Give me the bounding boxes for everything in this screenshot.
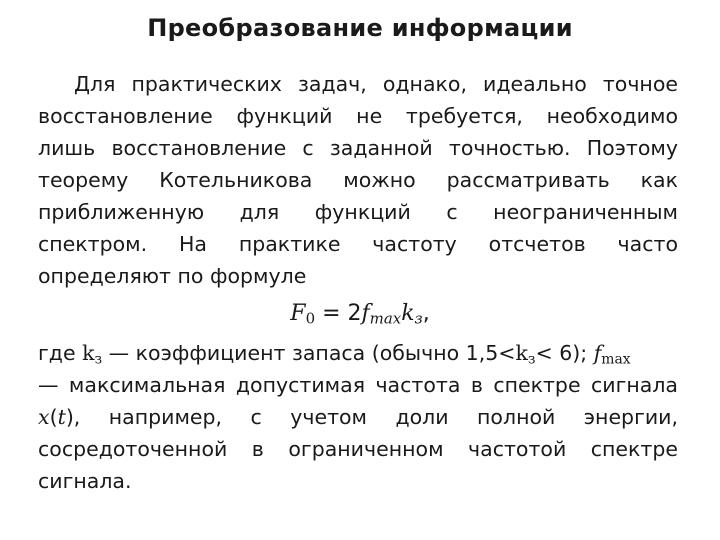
- formula-k-subscript: з: [414, 309, 423, 328]
- symbol-f-subscript: max: [601, 351, 631, 368]
- formula-F: F: [290, 301, 306, 326]
- text-fragment: < 6);: [535, 341, 594, 365]
- formula: [0, 298, 720, 330]
- slide-title: Преобразование информации: [147, 14, 573, 42]
- formula-f-subscript: max: [369, 309, 402, 328]
- text-fragment: (: [49, 405, 58, 429]
- text-line: [38, 401, 678, 433]
- text-line: [38, 337, 678, 369]
- text-line: приближенную для функций с неограниченным: [38, 200, 678, 224]
- symbol-k: k: [515, 341, 528, 365]
- symbol-k: k: [82, 341, 95, 365]
- formula-comma: ,: [422, 301, 430, 326]
- formula-F-subscript: 0: [305, 309, 316, 328]
- formula-equals: = 2: [315, 301, 362, 326]
- text-line: спектром. На практике частоту отсчетов часто: [38, 232, 678, 256]
- formula-f: f: [361, 301, 370, 326]
- text-fragment: ), например, с учетом доли полной энергии,: [65, 405, 678, 429]
- text-line: восстановление функций не требуется, необходимо: [38, 104, 678, 128]
- text-line: лишь восстановление с заданной точностью. Поэтому: [38, 136, 678, 160]
- symbol-k-subscript: з: [527, 351, 536, 368]
- text-line: сигнала.: [38, 469, 132, 493]
- symbol-k-subscript: з: [94, 351, 103, 368]
- symbol-x: x: [38, 405, 50, 429]
- text-fragment: — коэффициент запаса (обычно 1,5<: [102, 341, 516, 365]
- symbol-t: t: [57, 405, 66, 429]
- text-line: — максимальная допустимая частота в спектре сигнала: [38, 373, 678, 397]
- symbol-f: f: [593, 341, 602, 365]
- text-line: сосредоточенной в ограниченном частотой спектре: [38, 437, 678, 461]
- text-line: Для практических задач, однако, идеально точное: [74, 72, 678, 96]
- paragraph-explanation: [38, 337, 678, 497]
- paragraph-intro: [38, 68, 678, 292]
- formula-k: k: [401, 301, 415, 326]
- text-fragment: где: [38, 341, 83, 365]
- text-line: определяют по формуле: [38, 264, 307, 288]
- text-line: теорему Котельникова можно рассматривать как: [38, 168, 678, 192]
